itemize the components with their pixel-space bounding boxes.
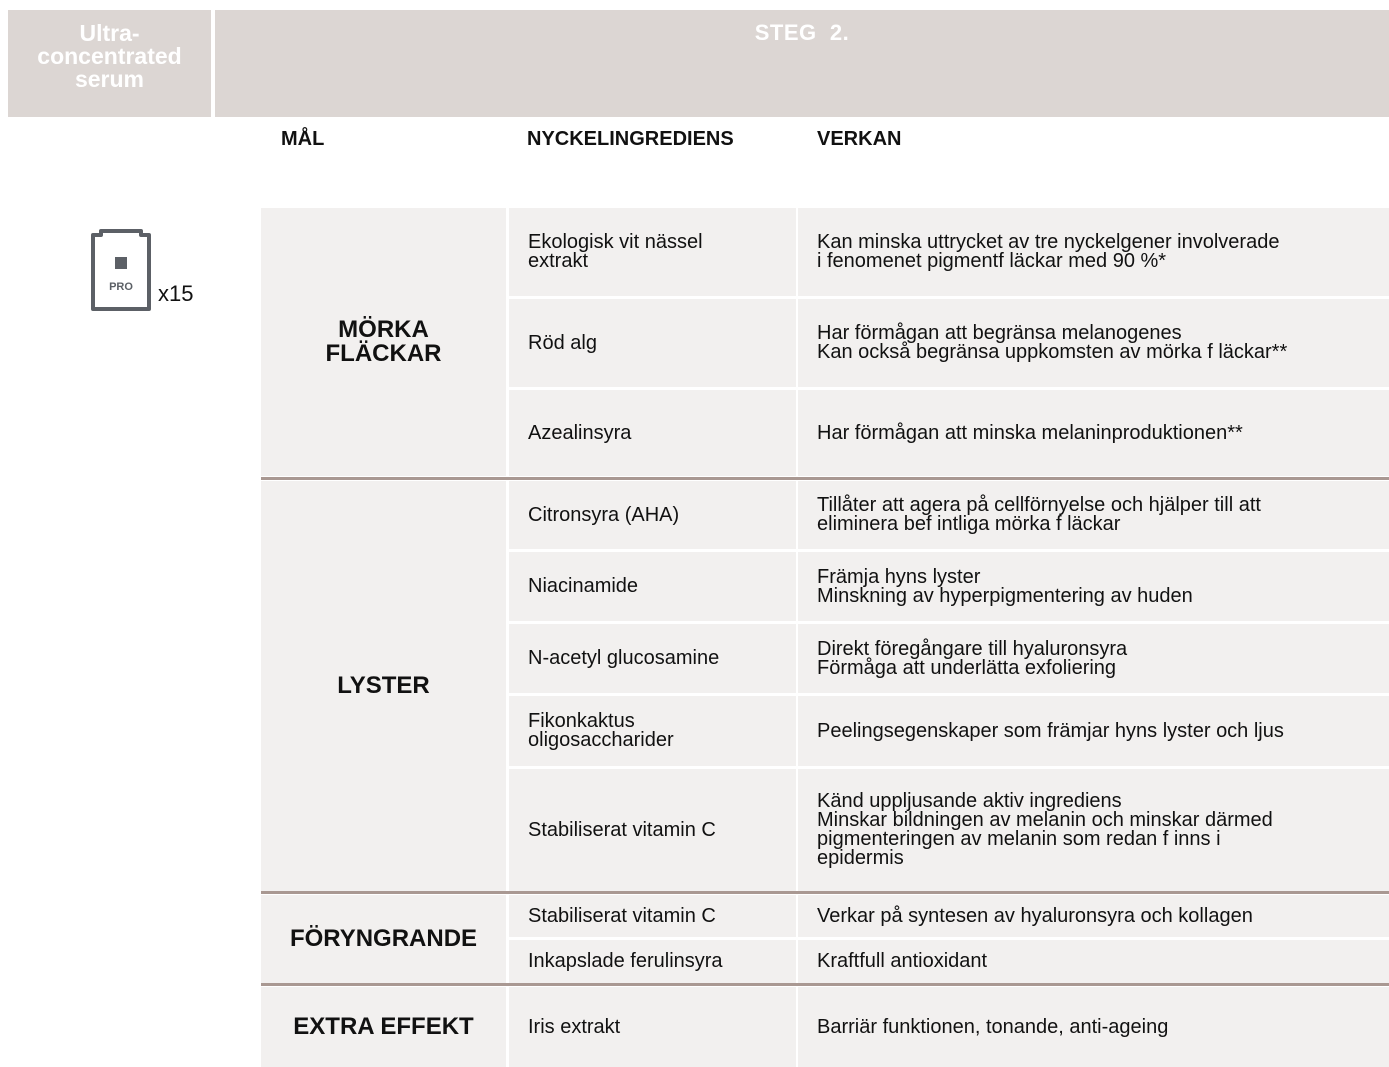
column-header-effect: VERKAN <box>817 128 902 150</box>
quantity-label: x15 <box>158 281 194 306</box>
effect-text: Har förmågan att minska melaninproduktionen** <box>817 421 1243 444</box>
ingredient-cell <box>509 390 796 476</box>
effect-cell <box>798 769 1389 891</box>
effect-cell <box>798 696 1389 766</box>
effect-text: Barriär funktionen, tonande, anti-ageing <box>817 1015 1169 1038</box>
ingredient-cell <box>509 987 796 1067</box>
column-header-ingredient: NYCKELINGREDIENS <box>527 128 734 150</box>
effect-cell <box>798 299 1389 387</box>
ingredient-name: N-acetyl glucosamine <box>528 647 720 669</box>
goal-cell <box>261 208 506 476</box>
ingredient-name: Azealinsyra <box>528 421 632 444</box>
effect-text: Känd uppljusande aktiv ingrediens Minskar bildningen av melanin och minskar därmed pigmenteringen av melanin som redan f inns i epidermis <box>817 790 1273 869</box>
ingredient-cell <box>509 624 796 693</box>
effect-cell <box>798 481 1389 549</box>
effect-cell <box>798 390 1389 476</box>
step-label: STEG 2. <box>754 20 850 45</box>
effect-cell <box>798 940 1389 983</box>
goal-label: LYSTER <box>337 672 430 699</box>
goal-label: FÖRYNGRANDE <box>289 925 478 952</box>
ingredient-name: Stabiliserat vitamin C <box>528 904 716 927</box>
ingredient-name: Niacinamide <box>528 575 639 597</box>
effect-text: Tillåter att agera på cellförnyelse och hjälper till att eliminera bef intliga mörka f läckar <box>817 494 1261 535</box>
effect-text: Kraftfull antioxidant <box>817 950 988 972</box>
ingredient-cell <box>509 769 796 891</box>
ingredient-cell <box>509 481 796 549</box>
pro-icon-label: PRO <box>109 281 133 293</box>
ingredient-cell <box>509 940 796 983</box>
effect-cell <box>798 624 1389 693</box>
ingredient-cell <box>509 208 796 296</box>
group-separator <box>261 477 1389 480</box>
product-type-label: Ultra- concentrated serum <box>37 20 182 92</box>
effect-cell <box>798 208 1389 296</box>
ingredient-name: Ekologisk vit nässel extrakt <box>528 231 703 272</box>
ingredient-cell <box>509 895 796 937</box>
group-separator <box>261 891 1389 894</box>
effect-text: Främja hyns lyster Minskning av hyperpigmentering av huden <box>817 565 1193 607</box>
ingredient-name: Röd alg <box>528 331 597 354</box>
pro-pod-icon <box>89 229 153 311</box>
ingredient-name: Citronsyra (AHA) <box>528 503 680 526</box>
column-header-goal: MÅL <box>281 128 325 150</box>
goal-cell <box>261 987 506 1067</box>
effect-text: Kan minska uttrycket av tre nyckelgener involverade i fenomenet pigmentf läckar med 90 %* <box>817 231 1280 272</box>
effect-text: Har förmågan att begränsa melanogenes Kan också begränsa uppkomsten av mörka f läckar** <box>817 322 1288 363</box>
effect-cell <box>798 987 1389 1067</box>
ingredient-cell <box>509 552 796 621</box>
effect-cell <box>798 552 1389 621</box>
ingredient-name: Inkapslade ferulinsyra <box>528 950 723 972</box>
goal-label: EXTRA EFFEKT <box>293 1013 474 1040</box>
effect-cell <box>798 895 1389 937</box>
ingredient-cell <box>509 299 796 387</box>
group-separator <box>261 983 1389 986</box>
goal-label: MÖRKA FLÄCKAR <box>325 316 442 367</box>
ingredient-name: Fikonkaktus oligosaccharider <box>528 710 674 751</box>
ingredient-cell <box>509 696 796 766</box>
effect-text: Direkt föregångare till hyaluronsyra Förmåga att underlätta exfoliering <box>817 637 1128 679</box>
effect-text: Verkar på syntesen av hyaluronsyra och kollagen <box>817 904 1253 927</box>
goal-cell <box>261 481 506 891</box>
ingredient-name: Iris extrakt <box>528 1015 621 1038</box>
effect-text: Peelingsegenskaper som främjar hyns lyster och ljus <box>817 719 1284 742</box>
ingredient-name: Stabiliserat vitamin C <box>528 818 716 841</box>
goal-cell <box>261 895 506 983</box>
